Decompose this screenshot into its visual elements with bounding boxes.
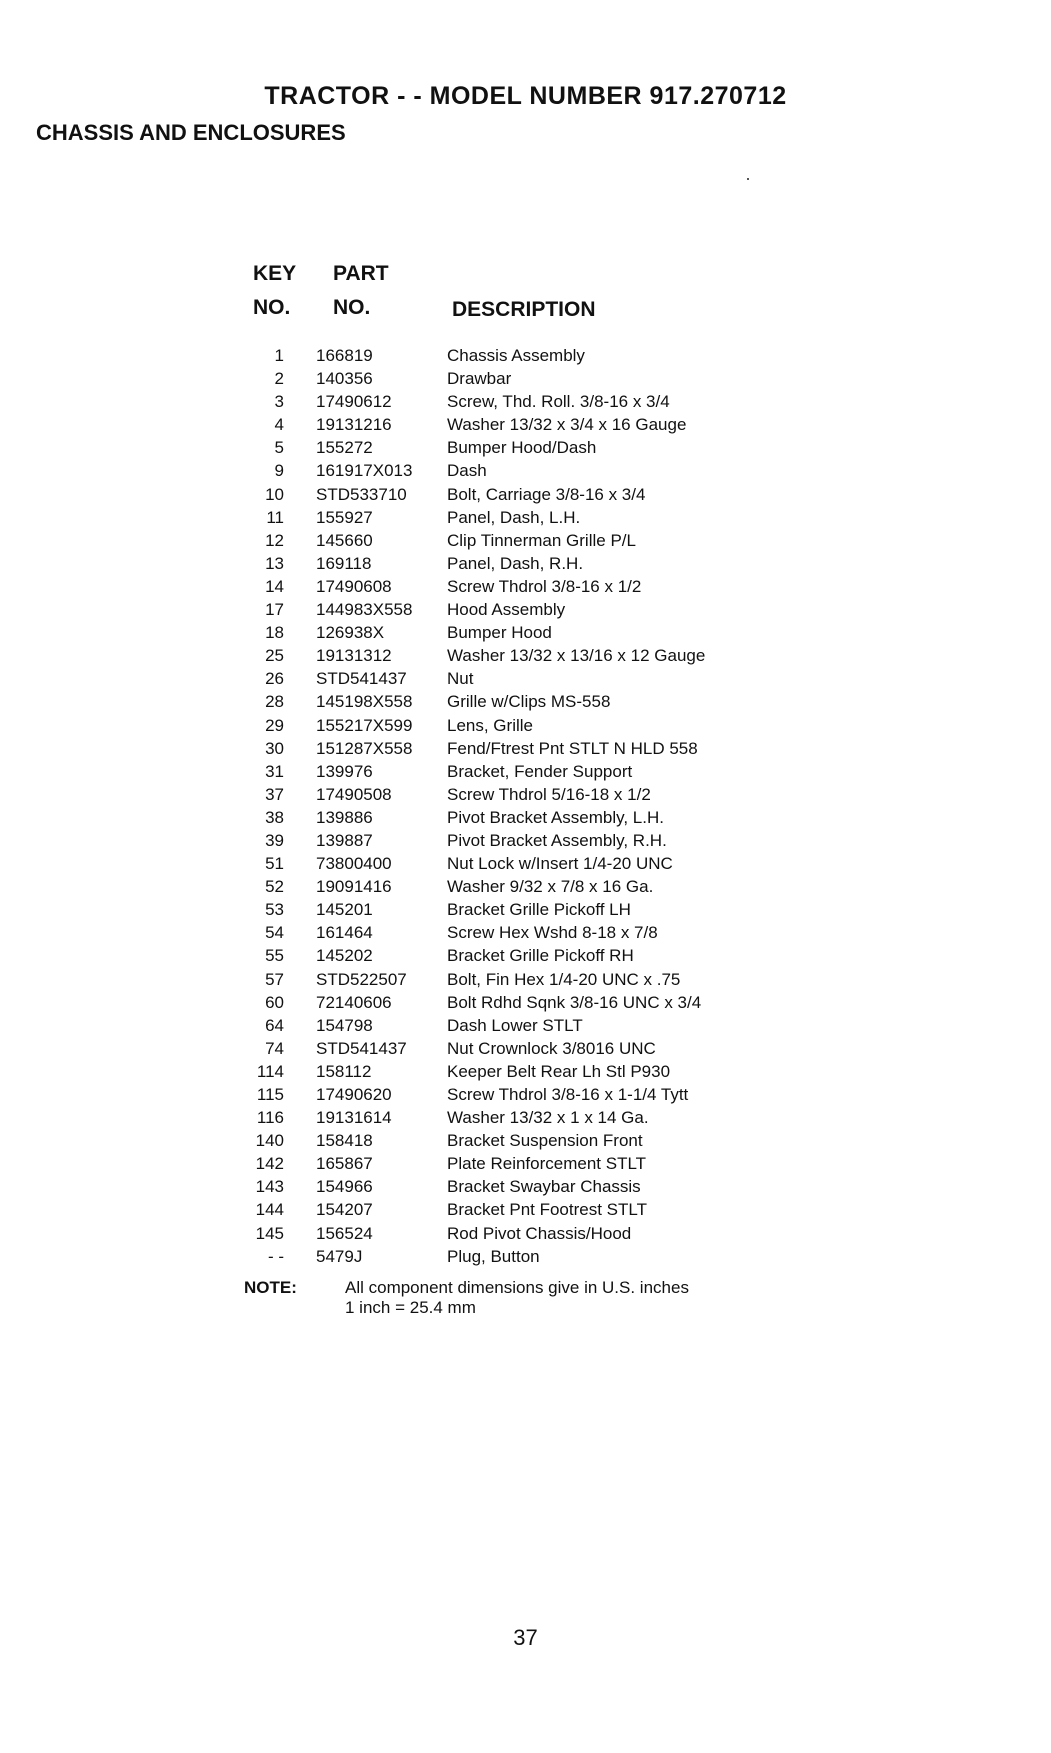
part-description: Panel, Dash, R.H. [447,553,584,573]
part-description: Panel, Dash, L.H. [447,507,581,527]
part-description: Nut Crownlock 3/8016 UNC [447,1038,656,1058]
key-number: 26 [265,669,284,689]
part-description: Bracket Swaybar Chassis [447,1177,641,1197]
table-row [240,1245,800,1268]
key-number: 55 [265,946,284,966]
key-number: 9 [274,461,284,481]
part-header-line1: PART [333,262,389,285]
key-number: 2 [274,369,284,389]
part-description: Bracket Pnt Footrest STLT [447,1200,647,1220]
key-number: 11 [266,507,284,527]
key-number: 60 [265,992,284,1012]
part-number: 5479J [316,1246,363,1266]
part-description: Keeper Belt Rear Lh Stl P930 [447,1061,671,1081]
note-label: NOTE: [244,1278,297,1297]
part-number: 140356 [316,369,373,389]
part-number: 139886 [316,807,373,827]
table-row [240,1014,800,1037]
table-row [240,1222,800,1245]
table-row [240,737,800,760]
key-number: 51 [265,854,284,874]
table-row [240,598,800,621]
part-number: 151287X558 [316,738,413,758]
table-row [240,760,800,783]
key-number: 38 [265,807,284,827]
part-number: 145198X558 [316,692,413,712]
part-number: 145660 [316,530,373,550]
table-row [240,1106,800,1129]
part-number: 155927 [316,507,373,527]
part-description: Grille w/Clips MS-558 [447,692,611,712]
part-number: 154966 [316,1177,373,1197]
part-number: 126938X [316,623,385,643]
table-row [240,483,800,506]
part-number: 161464 [316,923,373,943]
part-description: Bolt Rdhd Sqnk 3/8-16 UNC x 3/4 [447,992,702,1012]
part-description: Dash [447,461,487,481]
table-row [240,436,800,459]
key-number: 37 [265,784,284,804]
key-number: 74 [265,1038,284,1058]
part-description: Washer 13/32 x 13/16 x 12 Gauge [447,646,706,666]
key-number: 116 [256,1108,284,1128]
part-number: 166819 [316,346,373,365]
part-description: Drawbar [447,369,512,389]
key-header-line1: KEY [253,262,297,285]
table-row [240,690,800,713]
part-description: Washer 13/32 x 1 x 14 Ga. [447,1108,649,1128]
key-number: 25 [265,646,284,666]
table-row [240,667,800,690]
key-number: 13 [265,553,284,573]
part-number: 154798 [316,1015,373,1035]
part-description: Screw Thdrol 5/16-18 x 1/2 [447,784,651,804]
key-number: 18 [265,623,284,643]
key-number: 143 [255,1177,284,1197]
part-description: Pivot Bracket Assembly, R.H. [447,830,667,850]
table-row [240,783,800,806]
table-row [240,806,800,829]
part-number: 145202 [316,946,373,966]
key-number: 142 [255,1154,284,1174]
table-row [240,459,800,482]
part-description: Fend/Ftrest Pnt STLT N HLD 558 [447,738,698,758]
key-number: 28 [265,692,284,712]
table-row [240,1060,800,1083]
part-number: STD533710 [316,484,407,504]
key-number: 1 [274,346,284,365]
part-description: Bracket, Fender Support [447,761,633,781]
part-description: Bumper Hood [447,623,552,643]
key-number: 140 [255,1131,284,1151]
part-number: 139976 [316,761,373,781]
part-description: Clip Tinnerman Grille P/L [447,530,636,550]
note-line-1: All component dimensions give in U.S. inches [345,1278,689,1297]
page-title: TRACTOR - - MODEL NUMBER 917.270712 [264,82,787,110]
part-number: 161917X013 [316,461,413,481]
page-number: 37 [513,1625,538,1650]
part-number: 19131312 [316,646,392,666]
part-number: 165867 [316,1154,373,1174]
key-number: 54 [265,923,284,943]
table-row [240,714,800,737]
part-number: 73800400 [316,854,392,874]
key-number: 115 [256,1085,284,1104]
key-number: 144 [255,1200,284,1220]
table-row [240,875,800,898]
part-number: 158418 [316,1131,373,1151]
table-row [240,944,800,967]
part-description: Bumper Hood/Dash [447,438,597,458]
table-row [240,575,800,598]
table-row [240,1083,800,1106]
table-row [240,898,800,921]
part-number: STD541437 [316,1038,407,1058]
part-description: Bolt, Carriage 3/8-16 x 3/4 [447,484,646,504]
key-number: 53 [265,900,284,920]
scan-speck [747,178,749,180]
table-row [240,621,800,644]
key-number: - - [267,1246,284,1266]
table-row [240,413,800,436]
part-number: 72140606 [316,992,392,1012]
key-number: 4 [274,415,284,435]
table-row [240,390,800,413]
part-number: 19131614 [316,1108,392,1128]
part-number: 169118 [316,553,372,573]
part-description: Pivot Bracket Assembly, L.H. [447,807,664,827]
table-row [240,506,800,529]
key-number: 5 [274,438,284,458]
part-description: Bracket Grille Pickoff RH [447,946,634,966]
key-number: 12 [265,530,284,550]
table-row [240,968,800,991]
key-number: 39 [265,830,284,850]
key-number: 14 [265,576,284,596]
part-description: Bracket Grille Pickoff LH [447,900,631,920]
table-row [240,1152,800,1175]
part-number: 17490612 [316,392,392,412]
part-number: 139887 [316,830,373,850]
table-row [240,367,800,390]
part-description: Screw Hex Wshd 8-18 x 7/8 [447,923,658,943]
table-row [240,991,800,1014]
section-heading: CHASSIS AND ENCLOSURES [36,120,346,145]
key-number: 57 [265,969,284,989]
table-row [240,344,800,367]
part-description: Washer 9/32 x 7/8 x 16 Ga. [447,877,654,897]
part-number: 17490508 [316,784,392,804]
part-description: Plug, Button [447,1246,540,1266]
part-number: 17490608 [316,576,392,596]
table-row [240,1037,800,1060]
table-row [240,852,800,875]
parts-list [240,344,800,1268]
table-row [240,1198,800,1221]
table-row [240,552,800,575]
part-number: 156524 [316,1223,373,1243]
key-header-line2: NO. [253,296,291,319]
table-row [240,829,800,852]
table-row [240,529,800,552]
note-line-2: 1 inch = 25.4 mm [345,1298,476,1317]
table-row [240,921,800,944]
table-row [240,644,800,667]
part-number: STD522507 [316,969,407,989]
table-row [240,1175,800,1198]
part-number: 144983X558 [316,600,413,620]
table-row [240,1129,800,1152]
part-description: Washer 13/32 x 3/4 x 16 Gauge [447,415,687,435]
part-number: 19091416 [316,877,392,897]
key-number: 29 [265,715,284,735]
part-number: 155272 [316,438,373,458]
part-description: Screw Thdrol 3/8-16 x 1-1/4 Tytt [447,1085,689,1104]
part-description: Chassis Assembly [447,346,585,365]
key-number: 31 [265,761,284,781]
key-number: 52 [265,877,284,897]
part-number: 17490620 [316,1085,392,1104]
part-number: 155217X599 [316,715,413,735]
part-description: Hood Assembly [447,600,566,620]
part-description: Bracket Suspension Front [447,1131,643,1151]
part-number: 145201 [316,900,373,920]
key-number: 114 [256,1061,284,1081]
part-number: 19131216 [316,415,392,435]
part-number: STD541437 [316,669,407,689]
part-description: Screw Thdrol 3/8-16 x 1/2 [447,576,642,596]
key-number: 10 [265,484,284,504]
part-description: Nut Lock w/Insert 1/4-20 UNC [447,854,673,874]
part-header-line2: NO. [333,296,371,319]
description-header: DESCRIPTION [452,298,596,321]
key-number: 64 [265,1015,284,1035]
part-number: 154207 [316,1200,373,1220]
part-description: Lens, Grille [447,715,533,735]
key-number: 145 [255,1223,284,1243]
key-number: 3 [274,392,284,412]
key-number: 30 [265,738,284,758]
part-description: Bolt, Fin Hex 1/4-20 UNC x .75 [447,969,681,989]
part-description: Nut [447,669,474,689]
part-description: Plate Reinforcement STLT [447,1154,647,1174]
part-description: Dash Lower STLT [447,1015,583,1035]
part-description: Screw, Thd. Roll. 3/8-16 x 3/4 [447,392,670,412]
part-description: Rod Pivot Chassis/Hood [447,1223,632,1243]
key-number: 17 [265,600,284,620]
part-number: 158112 [316,1061,372,1081]
